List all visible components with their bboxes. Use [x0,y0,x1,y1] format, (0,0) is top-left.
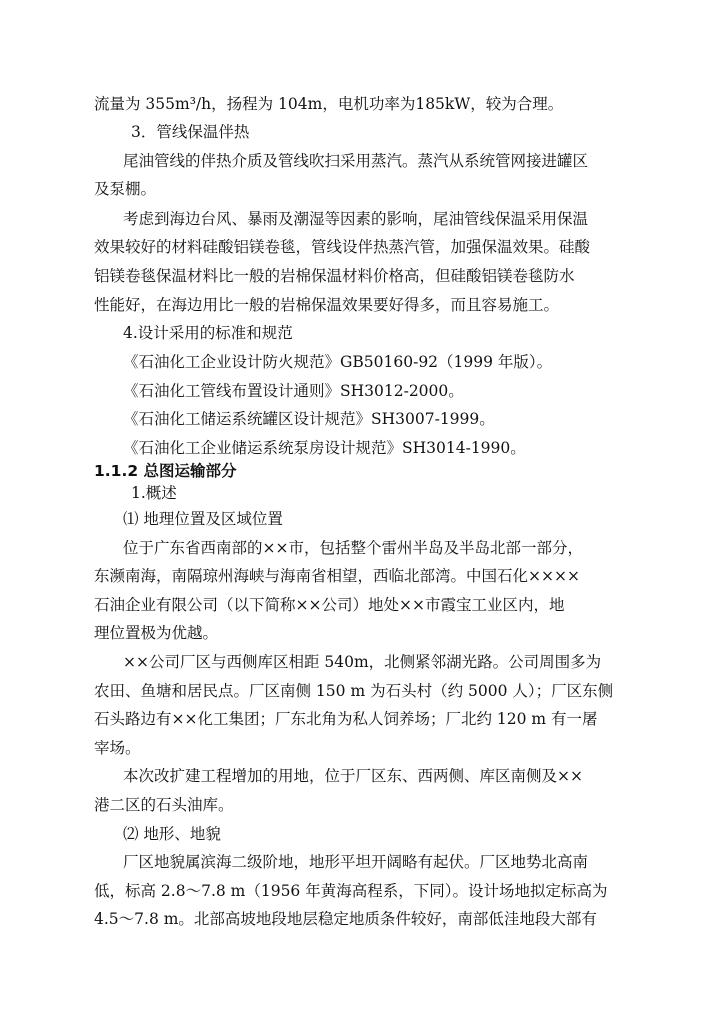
paragraph-line: 本次改扩建工程增加的用地，位于厂区东、西两侧、库区南侧及×× [123,767,583,785]
text-line: 流量为 355m³/h，扬程为 104m，电机功率为185kW，较为合理。 [94,95,564,113]
paragraph-line: ××公司厂区与西侧库区相距 540m，北侧紧邻湖光路。公司周围多为 [123,653,602,671]
paragraph-line: 位于广东省西南部的××市，包括整个雷州半岛及半岛北部一部分， [123,539,583,557]
paragraph-line: 尾油管线的伴热介质及管线吹扫采用蒸汽。蒸汽从系统管网接进罐区 [123,152,589,170]
section-heading: 4.设计采用的标准和规范 [123,324,293,342]
paragraph-line: 港二区的石头油库。 [94,796,234,814]
paragraph-line: 石油企业有限公司（以下简称××公司）地处××市霞宝工业区内，地 [94,596,565,614]
standard-item: 《石油化工管线布置设计通则》SH3012-2000。 [123,382,464,400]
subsection-heading: 1.概述 [131,484,177,502]
paragraph-line: 理位置极为优越。 [94,624,219,642]
paragraph-line: 效果较好的材料硅酸铝镁卷毯，管线设伴热蒸汽管，加强保温效果。硅酸 [94,238,591,256]
subsection-heading: ⑴ 地理位置及区域位置 [123,510,283,528]
subsection-heading: ⑵ 地形、地貌 [123,825,221,843]
chapter-heading: 1.1.2 总图运输部分 [94,462,237,480]
paragraph-line: 考虑到海边台风、暴雨及潮湿等因素的影响，尾油管线保温采用保温 [123,210,589,228]
paragraph-line: 宰场。 [94,739,141,757]
section-heading: 3．管线保温伴热 [131,123,250,141]
standard-item: 《石油化工储运系统罐区设计规范》SH3007-1999。 [123,410,495,428]
paragraph-line: 石头路边有××化工集团；厂东北角为私人饲养场；厂北约 120 m 有一屠 [94,710,598,728]
standard-item: 《石油化工企业储运系统泵房设计规范》SH3014-1990。 [123,439,526,457]
standard-item: 《石油化工企业设计防火规范》GB50160-92（1999 年版）。 [123,353,553,371]
paragraph-line: 农田、鱼塘和居民点。厂区南侧 150 m 为石头村（约 5000 人）；厂区东侧 [94,682,614,700]
paragraph-line: 铝镁卷毯保温材料比一般的岩棉保温材料价格高，但硅酸铝镁卷毯防水 [94,267,575,285]
paragraph-line: 低，标高 2.8～7.8 m（1956 年黄海高程系，下同）。设计场地拟定标高为 [94,882,608,900]
paragraph-line: 4.5～7.8 m。北部高坡地段地层稳定地质条件较好，南部低洼地段大部有 [94,910,597,928]
paragraph-line: 及泵棚。 [94,180,157,198]
paragraph-line: 性能好，在海边用比一般的岩棉保温效果要好得多，而且容易施工。 [94,296,560,314]
paragraph-line: 东濒南海，南隔琼州海峡与海南省相望，西临北部湾。中国石化×××× [94,567,580,585]
paragraph-line: 厂区地貌属滨海二级阶地，地形平坦开阔略有起伏。厂区地势北高南 [123,853,589,871]
